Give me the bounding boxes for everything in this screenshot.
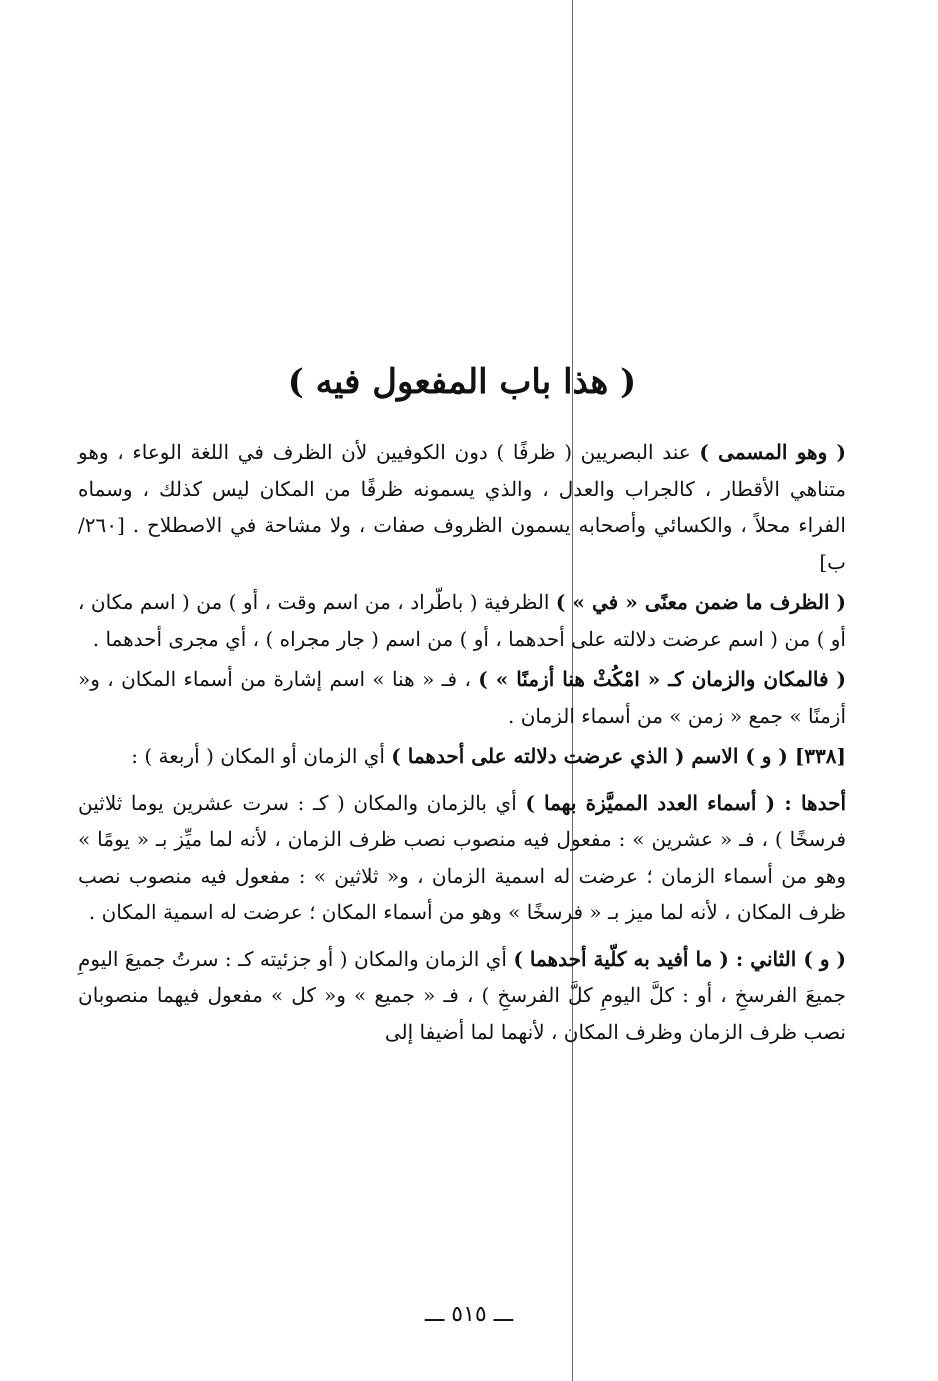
paragraph-3-bold: ( فالمكان والزمان كـ « امْكُثْ هنا أزمنًا » ) [478,667,847,691]
paragraph-4-bold: [٣٣٨] ( و ) الاسم ( الذي عرضت دلالته على أحدهما ) [391,744,846,768]
paragraph-5-bold: أحدها : ( أسماء العدد المميَّزة بهما ) [525,790,846,815]
paragraph-6 [78,941,846,1051]
paragraph-2-text: الظرفية ( باطّراد ، من اسم وقت ، أو ) من ( اسم مكان ، أو ) من ( اسم عرضت دلالته على أحدهما ، أو ) من اسم ( جار مجراه ) ، أي مجرى أحدهما . [78,590,846,651]
paragraph-1-bold: ( وهو المسمى ) [699,440,847,464]
paragraph-2-bold: ( الظرف ما ضمن معنًى « في » ) [555,590,847,614]
page-number: ـــ ٥١٥ ـــ [424,1302,514,1327]
chapter-title: ( هذا باب المفعول فيه ) [287,362,637,402]
paragraph-1-text: عند البصريين ( ظرفًا ) دون الكوفيين لأن الظرف في اللغة الوعاء ، وهو متناهي الأقطار ، كالجراب والعدل ، والذي يسمونه ظرفًا من المكان ليس كذلك ، وسماه الفراء محلاً ، والكسائي وأصحابه يسمون الظروف صفات ، ولا مشاحة في الاصطلاح . [٢٦٠/ب] [78,440,846,574]
paragraph-5-text: أي بالزمان والمكان ( كـ : سرت عشرين يوما ثلاثين فرسخًا ) ، فـ « عشرين » : مفعول فيه منصوب نصب ظرف الزمان ، لأنه لما ميِّز بـ « يومًا » وهو من أسماء الزمان ؛ عرضت له اسمية الزمان ، و« ثلاثين » : مفعول فيه منصوب نصب ظرف المكان ، لأنه لما ميز بـ « فرسخًا » وهو من أسماء المكان ؛ عرضت له اسمية المكان . [78,790,846,924]
paragraph-1 [78,434,846,580]
paragraph-2 [78,584,846,657]
paragraph-3 [78,661,846,734]
paragraph-6-text: أي الزمان والمكان ( أو جزئيته كـ : سرتُ جميعَ اليومِ جميعَ الفرسخِ ، أو : كلَّ اليومِ كلَّ الفرسخِ ) ، فـ « جميع » و« كل » مفعول فيهما منصوبان نصب ظرف الزمان وظرف المكان ، لأنهما لما أضيفا إلى [78,946,846,1044]
paragraph-4 [78,738,846,775]
paragraph-3-text: ، فـ « هنا » اسم إشارة من أسماء المكان ، و« أزمنًا » جمع « زمن » من أسماء الزمان . [78,667,846,728]
paragraph-6-bold: ( و ) الثاني : ( ما أفيد به كلّية أحدهما ) [513,946,846,971]
paragraph-4-text: أي الزمان أو المكان ( أربعة ) : [131,744,392,768]
paragraph-5 [78,785,846,931]
page-body [78,340,846,1054]
